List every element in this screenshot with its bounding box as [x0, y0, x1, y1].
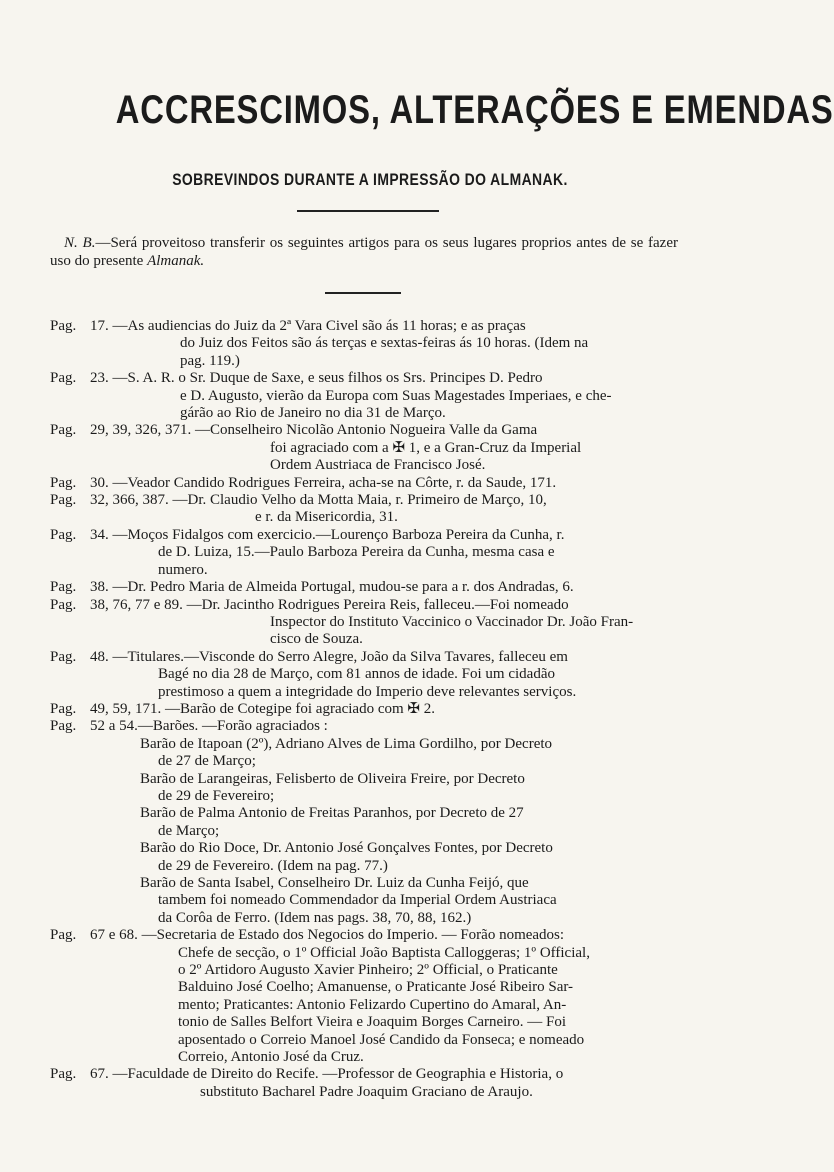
entry-line: tonio de Salles Belfort Vieira e Joaquim Borges Carneiro. — Foi — [178, 1014, 567, 1031]
entry-line: prestimoso a quem a integridade do Imperio deve relevantes serviços. — [158, 683, 577, 700]
entry-page-label: Pag. — [50, 526, 77, 543]
baron-line: Barão de Itapoan (2º), Adriano Alves de Lima Gordilho, por Decreto — [140, 735, 553, 752]
entry-line: Inspector do Instituto Vaccinico o Vaccinador Dr. João Fran- — [270, 613, 634, 630]
entry-line: Ordem Austriaca de Francisco José. — [270, 457, 486, 474]
entries-list — [50, 318, 682, 1101]
entry-line: Correio, Antonio José da Cruz. — [178, 1049, 364, 1066]
entry — [50, 527, 682, 579]
entry — [50, 701, 682, 718]
entry-page-label: Pag. — [50, 422, 77, 439]
entry — [50, 718, 682, 735]
entry-page-label: Pag. — [50, 318, 77, 334]
entry — [50, 579, 682, 596]
entry-page-label: Pag. — [50, 718, 77, 735]
entry-line: gárão ao Rio de Janeiro no dia 31 de Março. — [180, 405, 446, 422]
baron-line: de 29 de Fevereiro. (Idem na pag. 77.) — [158, 857, 388, 874]
entry — [50, 318, 682, 370]
entry-line: 17. —As audiencias do Juiz da 2ª Vara Civel são ás 11 horas; e as praças — [90, 318, 526, 334]
entry-line: 48. —Titulares.—Visconde do Serro Alegre, João da Silva Tavares, falleceu em — [90, 648, 568, 665]
entry-line: mento; Praticantes: Antonio Felizardo Cupertino do Amaral, An- — [178, 996, 567, 1013]
baron-line: de 27 de Março; — [158, 753, 256, 770]
baron-item — [140, 875, 682, 927]
entry — [50, 927, 682, 1066]
entry-line: 32, 366, 387. —Dr. Claudio Velho da Motta Maia, r. Primeiro de Março, 10, — [90, 492, 547, 509]
baron-item — [140, 840, 682, 875]
baron-line: Barão de Santa Isabel, Conselheiro Dr. Luiz da Cunha Feijó, que — [140, 875, 529, 891]
baron-line: de Março; — [158, 822, 220, 839]
entry-line: e D. Augusto, vierão da Europa com Suas Magestades Imperiaes, e che- — [180, 387, 612, 404]
entry-line: 34. —Moços Fidalgos com exercicio.—Lourenço Barboza Pereira da Cunha, r. — [90, 526, 565, 543]
entry-page-label: Pag. — [50, 474, 77, 491]
note-paragraph — [50, 234, 678, 270]
entry-line: Balduino José Coelho; Amanuense, o Praticante José Ribeiro Sar- — [178, 979, 574, 996]
entry-line: 38, 76, 77 e 89. —Dr. Jacintho Rodrigues Pereira Reis, falleceu.—Foi nomeado — [90, 596, 569, 613]
entry-line: 67. —Faculdade de Direito do Recife. —Professor de Geographia e Historia, o — [90, 1066, 564, 1083]
entry-page-label: Pag. — [50, 579, 77, 596]
baron-item — [140, 736, 682, 771]
page-subtitle: SOBREVINDOS DURANTE A IMPRESSÃO DO ALMANAK. — [172, 170, 568, 189]
divider-rule — [325, 292, 401, 294]
entry-line: 52 a 54.—Barões. —Forão agraciados : — [90, 718, 328, 735]
entry-line: foi agraciado com a ✠ 1, e a Gran-Cruz da Imperial — [270, 439, 582, 456]
baron-line: tambem foi nomeado Commendador da Imperial Ordem Austriaca — [158, 892, 557, 909]
barons-list — [50, 736, 682, 927]
note-text: —Será proveitoso transferir os seguintes artigos para os seus lugares proprios antes de se fazer uso do presente — [50, 235, 678, 269]
entry-line: 67 e 68. —Secretaria de Estado dos Negocios do Imperio. — Forão nomeados: — [90, 927, 565, 944]
baron-line: de 29 de Fevereiro; — [158, 787, 275, 804]
entry-line: substituto Bacharel Padre Joaquim Graciano de Araujo. — [200, 1083, 533, 1100]
entry-page-label: Pag. — [50, 700, 77, 717]
entry-page-label: Pag. — [50, 492, 77, 509]
entry — [50, 649, 682, 701]
entry-page-label: Pag. — [50, 370, 77, 387]
entry-line: pag. 119.) — [180, 352, 240, 369]
entry — [50, 492, 682, 527]
baron-line: da Corôa de Ferro. (Idem nas pags. 38, 70, 88, 162.) — [158, 909, 472, 926]
entry — [50, 597, 682, 649]
baron-line: Barão de Palma Antonio de Freitas Paranhos, por Decreto de 27 — [140, 805, 524, 822]
entry-line: Chefe de secção, o 1º Official João Baptista Calloggeras; 1º Official, — [178, 944, 590, 961]
entry-line: 23. —S. A. R. o Sr. Duque de Saxe, e seus filhos os Srs. Principes D. Pedro — [90, 370, 543, 387]
entry-line: 38. —Dr. Pedro Maria de Almeida Portugal, mudou-se para a r. dos Andradas, 6. — [90, 579, 574, 596]
page-title: ACCRESCIMOS, ALTERAÇÕES E EMENDAS — [115, 88, 834, 132]
entry-page-label: Pag. — [50, 648, 77, 665]
baron-item — [140, 771, 682, 806]
entry-line: Bagé no dia 28 de Março, com 81 annos de idade. Foi um cidadão — [158, 666, 555, 683]
entry-line: 29, 39, 326, 371. —Conselheiro Nicolão Antonio Nogueira Valle da Gama — [90, 422, 538, 439]
entry — [50, 1066, 682, 1101]
entry-line: do Juiz dos Feitos são ás terças e sextas-feiras ás 10 horas. (Idem na — [180, 335, 589, 352]
entry-page-label: Pag. — [50, 927, 77, 944]
baron-line: Barão do Rio Doce, Dr. Antonio José Gonçalves Fontes, por Decreto — [140, 840, 553, 857]
note-almanak: Almanak. — [147, 253, 205, 269]
entry-line: cisco de Souza. — [270, 631, 363, 648]
note-label: N. B. — [64, 235, 96, 251]
entry-page-label: Pag. — [50, 1066, 77, 1083]
baron-line: Barão de Larangeiras, Felisberto de Oliveira Freire, por Decreto — [140, 770, 525, 787]
entry-line: aposentado o Correio Manoel José Candido da Fonseca; e nomeado — [178, 1031, 585, 1048]
entry — [50, 475, 682, 492]
entry-line: de D. Luiza, 15.—Paulo Barboza Pereira da Cunha, mesma casa e — [158, 544, 555, 561]
entry-line: e r. da Misericordia, 31. — [255, 509, 398, 526]
entry-line: o 2º Artidoro Augusto Xavier Pinheiro; 2º Official, o Praticante — [178, 962, 558, 979]
entry-line: numero. — [158, 561, 208, 578]
entry — [50, 370, 682, 422]
entry — [50, 422, 682, 474]
divider-rule — [297, 210, 439, 212]
baron-item — [140, 805, 682, 840]
entry-line: 30. —Veador Candido Rodrigues Ferreira, acha-se na Côrte, r. da Saude, 171. — [90, 474, 557, 491]
entry-line: 49, 59, 171. —Barão de Cotegipe foi agraciado com ✠ 2. — [90, 700, 435, 717]
entry-page-label: Pag. — [50, 596, 77, 613]
